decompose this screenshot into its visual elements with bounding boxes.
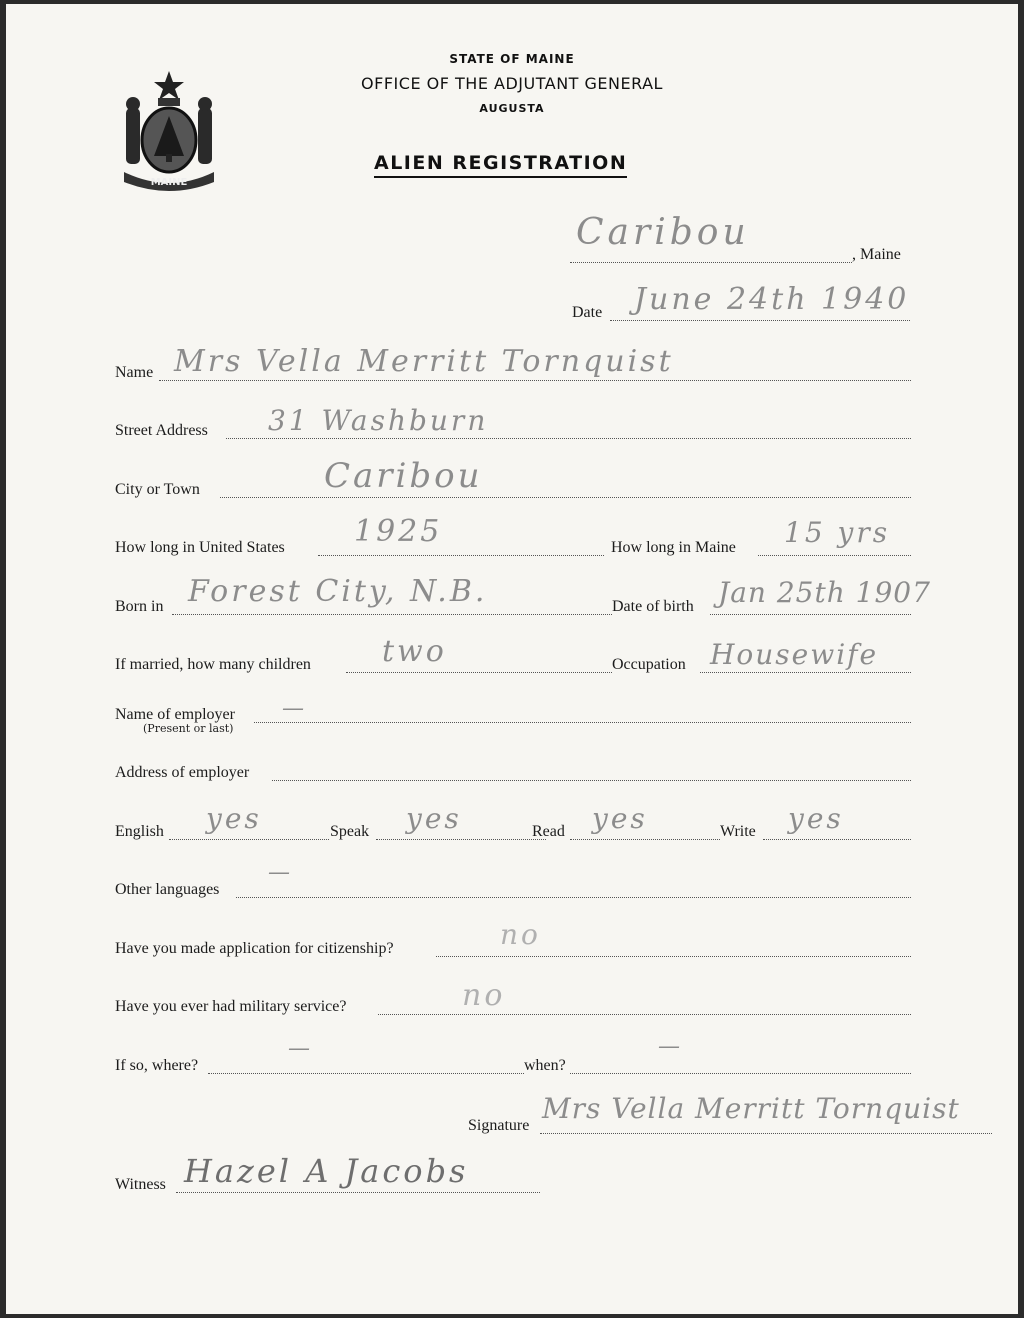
employer-address-label: Address of employer	[115, 764, 250, 781]
maine-label: How long in Maine	[611, 539, 736, 556]
born-label: Born in	[115, 598, 164, 615]
where-line	[208, 1073, 524, 1074]
children-label: If married, how many children	[115, 656, 311, 673]
town-line	[570, 262, 852, 263]
citizenship-label: Have you made application for citizenship?	[115, 940, 394, 957]
signature-line	[540, 1133, 992, 1134]
when-line	[570, 1073, 911, 1074]
employer-line	[254, 722, 911, 723]
employer-sublabel: (Present or last)	[143, 722, 234, 735]
employer-label: Name of employer	[115, 706, 235, 723]
date-label: Date	[572, 304, 603, 321]
state-label: , Maine	[852, 246, 901, 263]
employer-value: —	[282, 696, 307, 721]
town-value: Caribou	[576, 212, 750, 253]
other-lang-value: —	[268, 860, 293, 885]
where-label: If so, where?	[115, 1057, 199, 1074]
dob-line	[710, 614, 911, 615]
city-label: City or Town	[115, 481, 200, 498]
speak-label: Speak	[330, 823, 370, 840]
citizenship-value: no	[500, 918, 541, 951]
write-value: yes	[788, 802, 844, 835]
us-line	[318, 555, 604, 556]
date-line	[610, 320, 910, 321]
name-label: Name	[115, 364, 154, 381]
children-value: two	[382, 634, 447, 669]
name-line	[159, 380, 911, 381]
other-lang-line	[236, 897, 911, 898]
read-label: Read	[532, 823, 565, 840]
write-line	[763, 839, 911, 840]
seal-text: MAINE	[150, 177, 188, 188]
city-value: Caribou	[324, 456, 483, 496]
witness-line	[176, 1192, 540, 1193]
city-line	[220, 497, 911, 498]
citizenship-line	[436, 956, 911, 957]
where-value: —	[288, 1036, 313, 1061]
witness-value: Hazel A Jacobs	[184, 1152, 469, 1190]
office-heading: OFFICE OF THE ADJUTANT GENERAL	[361, 74, 663, 93]
write-label: Write	[720, 823, 756, 840]
born-line	[172, 614, 612, 615]
occupation-label: Occupation	[612, 656, 686, 673]
english-value: yes	[206, 802, 262, 835]
children-line	[346, 672, 612, 673]
state-heading: STATE OF MAINE	[449, 52, 575, 66]
street-line	[226, 438, 911, 439]
street-label: Street Address	[115, 422, 208, 439]
occupation-line	[700, 672, 911, 673]
read-value: yes	[592, 802, 648, 835]
military-line	[378, 1014, 911, 1015]
read-line	[570, 839, 720, 840]
maine-line	[758, 555, 911, 556]
military-label: Have you ever had military service?	[115, 998, 347, 1015]
when-value: —	[658, 1034, 683, 1059]
city-heading: AUGUSTA	[479, 102, 545, 115]
witness-label: Witness	[115, 1176, 166, 1193]
military-value: no	[462, 978, 506, 1013]
born-value: Forest City, N.B.	[188, 574, 488, 609]
speak-line	[376, 839, 546, 840]
other-lang-label: Other languages	[115, 881, 220, 898]
signature-value: Mrs Vella Merritt Tornquist	[542, 1092, 960, 1125]
employer-address-line	[272, 780, 911, 781]
date-value: June 24th 1940	[634, 282, 910, 317]
us-label: How long in United States	[115, 539, 285, 556]
maine-value: 15 yrs	[784, 516, 891, 549]
us-value: 1925	[354, 514, 443, 549]
speak-value: yes	[406, 802, 462, 835]
street-value: 31 Washburn	[268, 404, 489, 437]
dob-value: Jan 25th 1907	[718, 576, 931, 609]
form-sheet	[6, 4, 1018, 1314]
signature-label: Signature	[468, 1117, 530, 1134]
when-label: when?	[524, 1057, 566, 1074]
english-label: English	[115, 823, 164, 840]
english-line	[169, 839, 329, 840]
dob-label: Date of birth	[612, 598, 694, 615]
form-title: ALIEN REGISTRATION	[374, 152, 627, 178]
name-value: Mrs Vella Merritt Tornquist	[174, 344, 674, 379]
occupation-value: Housewife	[710, 638, 879, 671]
